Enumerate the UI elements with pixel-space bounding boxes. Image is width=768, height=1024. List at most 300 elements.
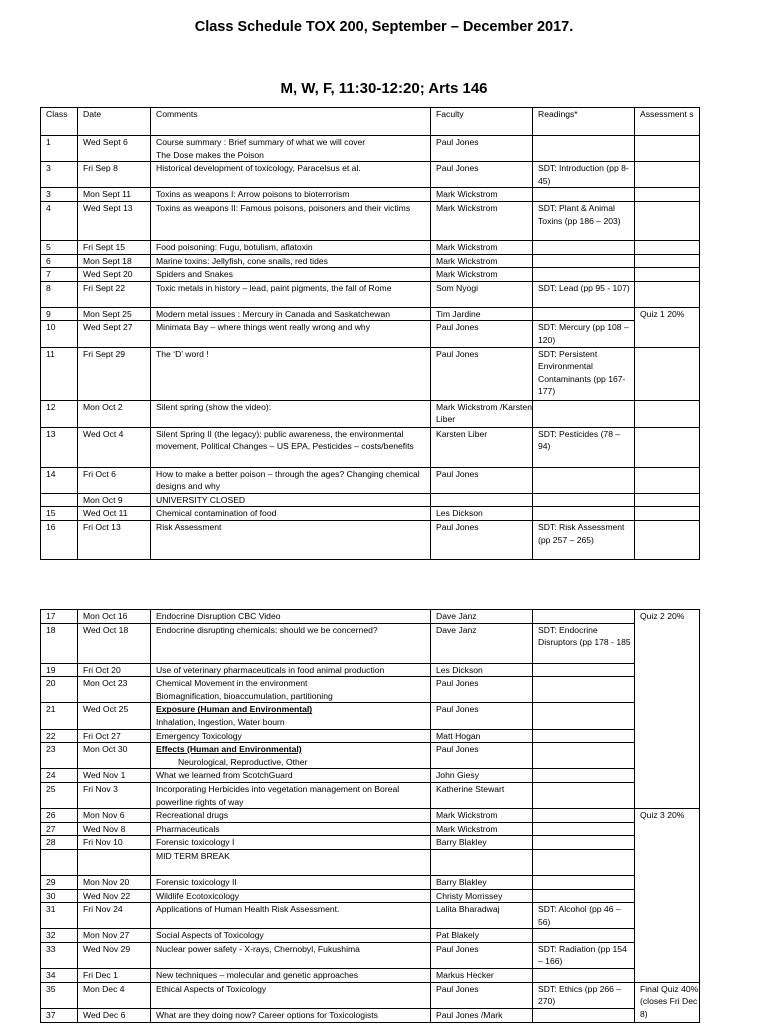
comments-cell [151,321,431,347]
table-row [41,677,700,703]
comment-line: Emergency Toxicology [156,730,242,741]
comments-cell [151,849,431,875]
table-row [41,400,700,427]
comment-line: How to make a better poison – through the ages? Changing chemical designs and why [156,468,420,492]
date-cell: Mon Nov 6 [78,809,151,823]
comment-line: Nuclear power safety - X-rays, Chernobyl, Fukushima [156,943,360,954]
comments-cell [151,254,431,268]
date-cell: Fri Oct 6 [78,467,151,493]
comment-line: Inhalation, Ingestion, Water bourn [156,716,285,727]
readings-cell [533,136,635,162]
class-number: 9 [41,307,78,321]
comments-cell [151,467,431,493]
comment-line: What we learned from ScotchGuard [156,770,293,781]
readings-cell [533,743,635,769]
date-cell: Wed Oct 4 [78,427,151,467]
class-number: 31 [41,903,78,929]
table-row [41,520,700,559]
header-comments: Comments [151,108,431,136]
assessment-cell: Final Quiz 40% (closes Fri Dec 8) [635,982,700,1022]
class-number: 5 [41,240,78,254]
readings-cell: SDT: Introduction (pp 8-45) [533,162,635,188]
readings-cell [533,836,635,850]
comments-cell [151,268,431,282]
class-number: 33 [41,942,78,968]
comment-line: Silent spring (show the video): [156,401,272,412]
assessment-cell [635,507,700,521]
table-row [41,836,700,850]
comment-line: Endocrine disrupting chemicals: should we be concerned? [156,624,378,635]
readings-cell [533,507,635,521]
date-cell: Wed Oct 11 [78,507,151,521]
comments-cell [151,903,431,929]
comments-cell [151,929,431,943]
faculty-cell: Paul Jones [431,982,533,1008]
table-row [41,929,700,943]
readings-cell [533,400,635,427]
readings-cell: SDT: Mercury (pp 108 – 120) [533,321,635,347]
date-cell: Wed Dec 6 [78,1008,151,1022]
date-cell: Fri Sept 22 [78,281,151,307]
assessment-cell: Quiz 1 20% [635,307,700,347]
readings-cell: SDT: Pesticides (78 – 94) [533,427,635,467]
table-row [41,507,700,521]
date-cell: Fri Dec 1 [78,969,151,983]
date-cell: Mon Nov 20 [78,875,151,889]
comments-cell [151,240,431,254]
faculty-cell: Som Nyogi [431,281,533,307]
assessment-cell: Quiz 2 20% [635,610,700,809]
comment-line: Forensic toxicology II [156,876,237,887]
comments-cell [151,610,431,624]
table-row [41,849,700,875]
comments-cell [151,822,431,836]
date-cell: Fri Sep 8 [78,162,151,188]
readings-cell [533,307,635,321]
table-row [41,623,700,663]
readings-cell [533,782,635,808]
date-cell: Mon Sept 11 [78,188,151,202]
readings-cell: SDT: Radiation (pp 154 – 166) [533,942,635,968]
class-number: 4 [41,201,78,240]
comment-line: Social Aspects of Toxicology [156,930,264,941]
table-row [41,307,700,321]
class-number: 16 [41,520,78,559]
comment-line: Marine toxins: Jellyfish, cone snails, red tides [156,255,328,266]
faculty-cell: Paul Jones [431,347,533,400]
table-row [41,254,700,268]
header-readings: Readings* [533,108,635,136]
comment-line: UNIVERSITY CLOSED [156,494,246,505]
table-row [41,201,700,240]
comments-cell [151,427,431,467]
faculty-cell: Paul Jones [431,942,533,968]
faculty-cell: Paul Jones [431,136,533,162]
faculty-cell: Paul Jones [431,703,533,729]
table-row [41,493,700,507]
readings-cell: SDT: Endocrine Disruptors (pp 178 - 185 [533,623,635,663]
assessment-cell [635,188,700,202]
table-row [41,822,700,836]
table-row [41,240,700,254]
header-assessment: Assessment s [635,108,700,136]
assessment-cell [635,427,700,467]
date-cell: Mon Sept 25 [78,307,151,321]
header-class: Class [41,108,78,136]
faculty-cell [431,493,533,507]
class-number: 26 [41,809,78,823]
faculty-cell: Pat Blakely [431,929,533,943]
faculty-cell: Lalita Bharadwaj [431,903,533,929]
class-number: 3 [41,188,78,202]
comment-line: Minimata Bay – where things went really wrong and why [156,322,370,333]
comments-cell [151,520,431,559]
assessment-cell [635,268,700,282]
date-cell: Fri Oct 13 [78,520,151,559]
faculty-cell: Les Dickson [431,663,533,677]
date-cell: Mon Dec 4 [78,982,151,1008]
table-row [41,875,700,889]
readings-cell: SDT: Lead (pp 95 - 107) [533,281,635,307]
readings-cell: SDT: Ethics (pp 266 – 270) [533,982,635,1008]
class-number: 21 [41,703,78,729]
date-cell: Wed Sept 13 [78,201,151,240]
readings-cell [533,875,635,889]
table-row [41,903,700,929]
table-row [41,703,700,729]
assessment-cell [635,254,700,268]
faculty-cell: Mark Wickstrom /Karsten Liber [431,400,533,427]
schedule-table-1 [40,107,700,560]
class-number: 18 [41,623,78,663]
readings-cell: SDT: Persistent Environmental Contaminants (pp 167-177) [533,347,635,400]
readings-cell [533,268,635,282]
faculty-cell: Paul Jones [431,677,533,703]
date-cell: Wed Oct 18 [78,623,151,663]
date-cell: Wed Sept 20 [78,268,151,282]
comment-line: The ‘D’ word ! [156,348,209,359]
comment-line: Modern metal issues : Mercury in Canada and Saskatchewan [156,308,391,319]
date-cell: Wed Nov 8 [78,822,151,836]
readings-cell [533,809,635,823]
comments-cell [151,347,431,400]
comment-line: Recreational drugs [156,810,229,821]
assessment-cell [635,136,700,162]
class-number: 17 [41,610,78,624]
assessment-cell [635,520,700,559]
table-row [41,427,700,467]
date-cell: Fri Oct 20 [78,663,151,677]
comments-cell [151,400,431,427]
date-cell [78,849,151,875]
class-number: 3 [41,162,78,188]
comment-line: Neurological, Reproductive, Other [178,756,308,767]
date-cell: Wed Nov 1 [78,769,151,783]
comments-cell [151,1008,431,1022]
assessment-cell [635,400,700,427]
table-row [41,889,700,903]
comment-line: Endocrine Disruption CBC Video [156,611,281,621]
table-row [41,982,700,1008]
readings-cell [533,929,635,943]
faculty-cell: Mark Wickstrom [431,188,533,202]
faculty-cell: Mark Wickstrom [431,201,533,240]
comment-line: MID TERM BREAK [156,850,230,861]
class-number: 25 [41,782,78,808]
date-cell: Wed Oct 25 [78,703,151,729]
faculty-cell: Christy Morrissey [431,889,533,903]
comment-line: Toxins as weapons I: Arrow poisons to bioterrorism [156,189,350,200]
comments-cell [151,663,431,677]
class-number: 7 [41,268,78,282]
faculty-cell: Paul Jones [431,467,533,493]
date-cell: Mon Oct 16 [78,610,151,624]
comment-line: Ethical Aspects of Toxicology [156,983,267,994]
comment-line: Effects (Human and Environmental) [156,744,302,755]
readings-cell [533,610,635,624]
comments-cell [151,201,431,240]
readings-cell [533,467,635,493]
readings-cell [533,889,635,903]
table-row [41,663,700,677]
class-number: 6 [41,254,78,268]
comments-cell [151,493,431,507]
comment-line: The Dose makes the Poison [156,149,264,160]
comment-line: Silent Spring II (the legacy): public awareness, the environmental movement, Political Changes – US EPA, Pesticides – costs/benefits [156,428,414,452]
readings-cell [533,849,635,875]
comment-line: Spiders and Snakes [156,269,233,280]
comment-line: Toxic metals in history – lead, paint pigments, the fall of Rome [156,282,392,293]
class-number: 11 [41,347,78,400]
faculty-cell: Paul Jones [431,321,533,347]
comment-line: Applications of Human Health Risk Assessment. [156,904,340,915]
date-cell: Mon Oct 9 [78,493,151,507]
date-cell: Mon Oct 2 [78,400,151,427]
comments-cell [151,809,431,823]
comments-cell [151,836,431,850]
faculty-cell: John Giesy [431,769,533,783]
class-number: 34 [41,969,78,983]
comments-cell [151,969,431,983]
date-cell: Wed Sept 27 [78,321,151,347]
faculty-cell: Matt Hogan [431,729,533,743]
table-row [41,769,700,783]
faculty-cell: Paul Jones [431,162,533,188]
assessment-cell [635,201,700,240]
comments-cell [151,307,431,321]
class-number: 29 [41,875,78,889]
comments-cell [151,136,431,162]
faculty-cell: Mark Wickstrom [431,822,533,836]
faculty-cell: Paul Jones [431,520,533,559]
date-cell: Mon Oct 23 [78,677,151,703]
class-number: 13 [41,427,78,467]
comments-cell [151,769,431,783]
assessment-cell [635,162,700,188]
readings-cell [533,1008,635,1022]
comment-line: Biomagnification, bioaccumulation, partitioning [156,690,333,701]
comment-line: Chemical Movement in the environment [156,678,308,689]
table-row [41,610,700,624]
date-cell: Fri Nov 3 [78,782,151,808]
faculty-cell: Mark Wickstrom [431,268,533,282]
table-row [41,809,700,823]
comments-cell [151,162,431,188]
comment-line: Forensic toxicology I [156,837,235,848]
table-row [41,1008,700,1022]
class-number: 20 [41,677,78,703]
comments-cell [151,281,431,307]
faculty-cell: Tim Jardine [431,307,533,321]
class-number: 28 [41,836,78,850]
comment-line: Historical development of toxicology, Paracelsus et al. [156,163,361,174]
assessment-cell [635,493,700,507]
readings-cell [533,677,635,703]
faculty-cell: Markus Hecker [431,969,533,983]
comment-line: Risk Assessment [156,521,222,532]
table-header-row [41,108,700,136]
date-cell: Mon Sept 18 [78,254,151,268]
readings-cell [533,493,635,507]
table-row [41,268,700,282]
class-number: 19 [41,663,78,677]
schedule-title: Class Schedule TOX 200, September – December 2017. [194,19,574,35]
faculty-cell [431,849,533,875]
faculty-cell: Mark Wickstrom [431,240,533,254]
class-number: 15 [41,507,78,521]
faculty-cell: Katherine Stewart [431,782,533,808]
comments-cell [151,982,431,1008]
table-row [41,942,700,968]
table-row [41,347,700,400]
comments-cell [151,677,431,703]
class-number: 8 [41,281,78,307]
date-cell: Wed Sept 6 [78,136,151,162]
class-number: 27 [41,822,78,836]
class-number [41,849,78,875]
class-number: 35 [41,982,78,1008]
class-number: 24 [41,769,78,783]
assessment-cell [635,281,700,307]
comment-line: New techniques – molecular and genetic approaches [156,970,359,981]
comment-line: Use of veterinary pharmaceuticals in food animal production [156,664,385,675]
schedule-table-2 [40,609,700,1023]
faculty-cell: Barry Blakley [431,836,533,850]
table-row [41,729,700,743]
date-cell: Fri Oct 27 [78,729,151,743]
faculty-cell: Mark Wickstrom [431,254,533,268]
date-cell: Wed Nov 22 [78,889,151,903]
faculty-cell: Dave Janz [431,610,533,624]
comment-line: Toxins as weapons II: Famous poisons, poisoners and their victims [156,202,411,213]
table-row [41,467,700,493]
readings-cell [533,969,635,983]
readings-cell [533,188,635,202]
comment-line: Chemical contamination of food [156,508,277,519]
faculty-cell: Karsten Liber [431,427,533,467]
comment-line: What are they doing now? Career options for Toxicologists [156,1009,378,1020]
class-number: 14 [41,467,78,493]
faculty-cell: Paul Jones [431,743,533,769]
class-number: 30 [41,889,78,903]
assessment-cell [635,240,700,254]
class-number: 37 [41,1008,78,1022]
faculty-cell: Dave Janz [431,623,533,663]
readings-cell [533,703,635,729]
table-row [41,782,700,808]
readings-cell [533,254,635,268]
comment-line: Incorporating Herbicides into vegetation management on Boreal powerline rights of way [156,783,400,807]
comments-cell [151,703,431,729]
assessment-cell: Quiz 3 20% [635,809,700,983]
comments-cell [151,507,431,521]
comment-line: Exposure (Human and Environmental) [156,704,313,715]
date-cell: Fri Nov 24 [78,903,151,929]
date-cell: Wed Nov 29 [78,942,151,968]
schedule-subtitle: M, W, F, 11:30-12:20; Arts 146 [280,80,488,97]
faculty-cell: Barry Blakley [431,875,533,889]
table-row [41,162,700,188]
readings-cell: SDT: Alcohol (pp 46 – 56) [533,903,635,929]
table-row [41,281,700,307]
comments-cell [151,875,431,889]
class-number: 22 [41,729,78,743]
date-cell: Fri Sept 29 [78,347,151,400]
comments-cell [151,889,431,903]
class-number: 32 [41,929,78,943]
table-row [41,188,700,202]
readings-cell: SDT: Plant & Animal Toxins (pp 186 – 203) [533,201,635,240]
readings-cell [533,822,635,836]
faculty-cell: Mark Wickstrom [431,809,533,823]
readings-cell: SDT: Risk Assessment (pp 257 – 265) [533,520,635,559]
comments-cell [151,782,431,808]
readings-cell [533,769,635,783]
comments-cell [151,623,431,663]
date-cell: Mon Nov 27 [78,929,151,943]
comments-cell [151,188,431,202]
assessment-cell [635,347,700,400]
date-cell: Fri Nov 10 [78,836,151,850]
class-number: 23 [41,743,78,769]
comments-cell [151,743,431,769]
comment-line: Wildlife Ecotoxicology [156,890,240,901]
assessment-cell [635,467,700,493]
readings-cell [533,240,635,254]
class-number [41,493,78,507]
header-date: Date [78,108,151,136]
comment-line: Food poisoning: Fugu, botulism, aflatoxin [156,241,313,252]
table-row [41,136,700,162]
comment-line: Course summary : Brief summary of what we will cover [156,137,366,147]
faculty-cell: Paul Jones /Mark [431,1008,533,1022]
table-row [41,969,700,983]
readings-cell [533,729,635,743]
table-row [41,743,700,769]
table-row [41,321,700,347]
comment-line: Pharmaceuticals [156,823,220,834]
readings-cell [533,663,635,677]
comments-cell [151,942,431,968]
faculty-cell: Les Dickson [431,507,533,521]
class-number: 12 [41,400,78,427]
date-cell: Fri Sept 15 [78,240,151,254]
class-number: 10 [41,321,78,347]
date-cell: Mon Oct 30 [78,743,151,769]
header-faculty: Faculty [431,108,533,136]
comments-cell [151,729,431,743]
class-number: 1 [41,136,78,162]
